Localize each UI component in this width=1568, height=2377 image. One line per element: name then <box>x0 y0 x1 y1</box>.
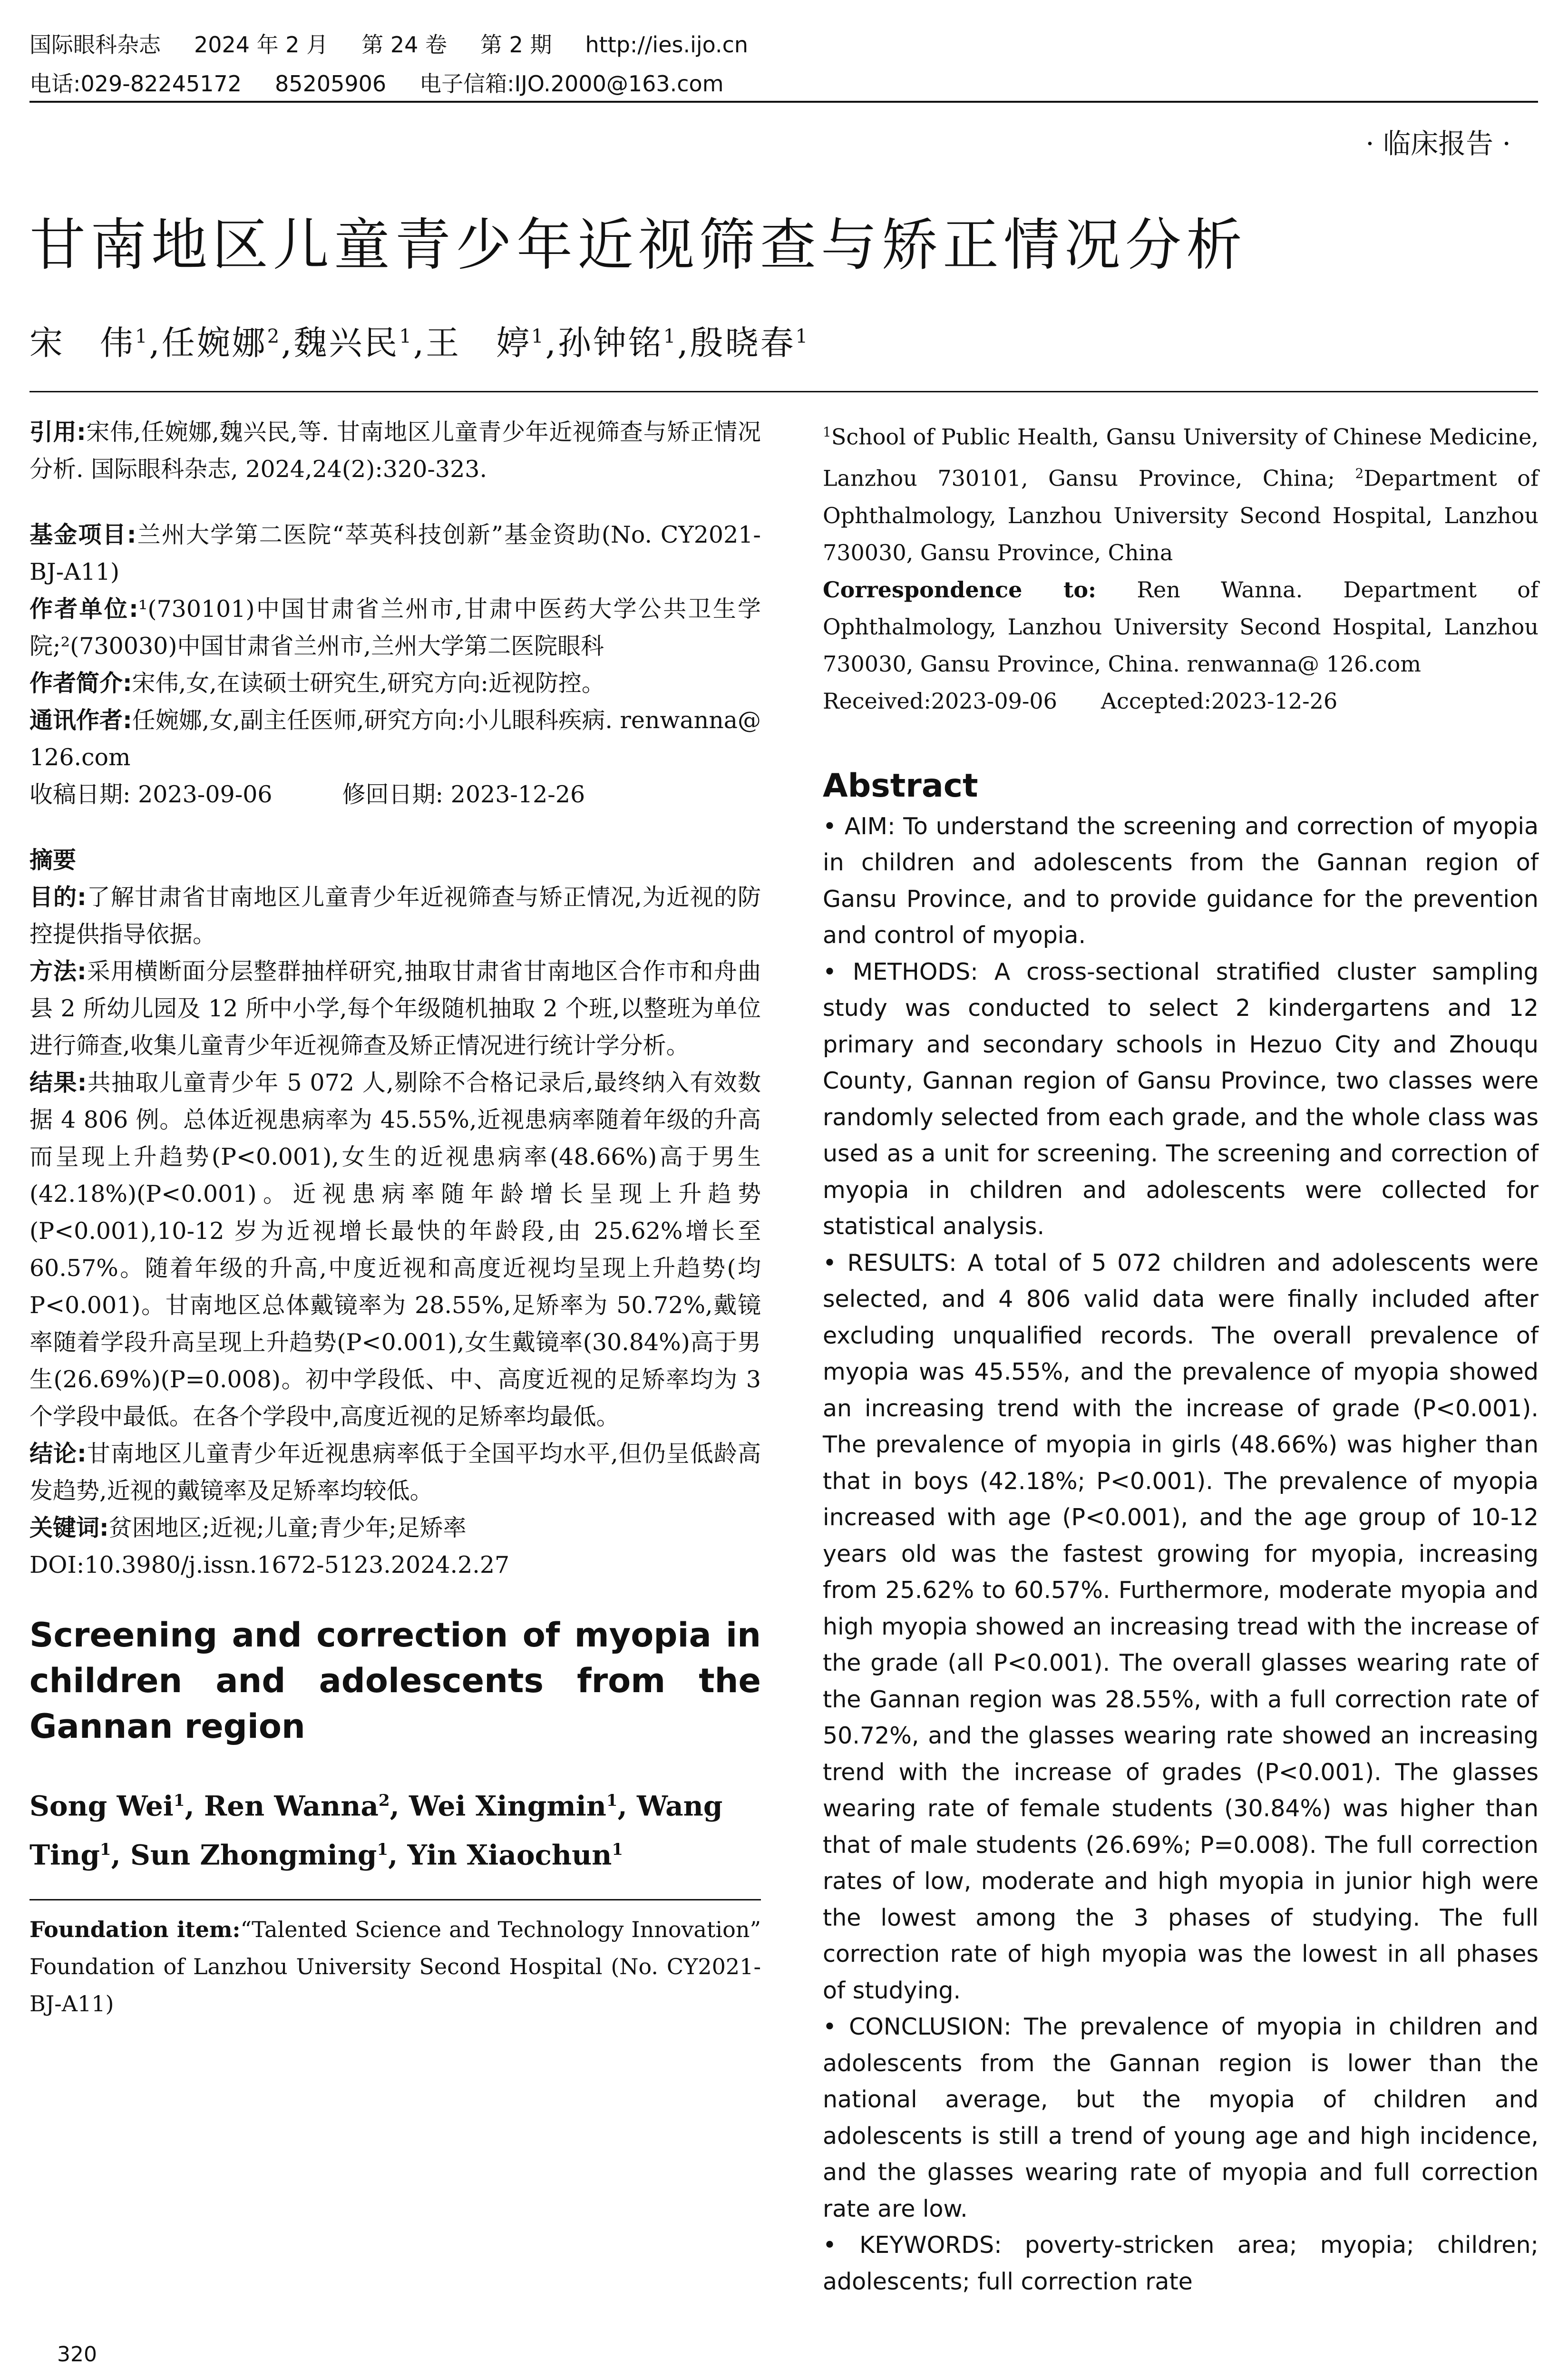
author-name-en: Ren Wanna <box>204 1790 379 1822</box>
author-name: 任婉娜 <box>161 323 267 362</box>
author-name: 王 婷 <box>426 323 532 362</box>
title-rule <box>29 391 1538 392</box>
affiliation-mark: 1 <box>173 1791 185 1810</box>
english-title: Screening and correction of myopia in children and adolescents from the Gannan region <box>29 1616 761 1746</box>
abstract-heading-cn: 摘要 <box>29 847 77 874</box>
correspondence-text: Ren Wanna. Department of Ophthalmology, Lanzhou University Second Hospital, Lanzhou 730030, Gansu Province, China. renwanna@ 126.com <box>823 576 1539 677</box>
corr-label: 通讯作者: <box>29 707 132 734</box>
unit-label: 作者单位: <box>29 595 138 623</box>
journal-website[interactable]: http://ies.ijo.cn <box>585 32 749 58</box>
author-list-en: Song Wei$^1$, Ren Wanna$^2$, Wei Xingmin$^1$, Wang Ting$^1$, Sun Zhongming$^1$, Yin Xiaochun$^1$ <box>29 1790 723 1871</box>
affiliation-2: Department of Ophthalmology, Lanzhou University Second Hospital, Lanzhou 730030, Gansu Province, China <box>823 465 1539 565</box>
correspondence-label: Correspondence to: <box>823 576 1097 603</box>
citation-block <box>29 414 761 488</box>
conclusion-text-cn: 甘南地区儿童青少年近视患病率低于全国平均水平,但仍呈低龄高发趋势,近视的戴镜率及足矫率均较低。 <box>29 1440 761 1504</box>
aim-text-en: To understand the screening and correction of myopia in children and adolescents from the Gannan region of Gansu Province, and to provide guidance for the prevention and control of myopia. <box>823 812 1539 949</box>
aim-label-cn: 目的: <box>29 884 87 911</box>
foundation-note <box>29 1911 761 2022</box>
conclusion-label-cn: 结论: <box>29 1440 87 1467</box>
aim-label-en: AIM: <box>844 812 896 840</box>
section-tag: · 临床报告 · <box>1365 127 1511 160</box>
methods-label-en: METHODS: <box>852 958 978 985</box>
author-name: 孙钟铭 <box>557 323 663 362</box>
right-column <box>823 414 1539 2300</box>
affiliation-mark: 1 <box>663 325 678 348</box>
affiliation-mark: 1 <box>531 325 545 348</box>
author-name: 宋 伟 <box>29 323 135 362</box>
received-accepted: Received:2023-09-06 Accepted:2023-12-26 <box>823 688 1338 714</box>
bio-text: 宋伟,女,在读硕士研究生,研究方向:近视防控。 <box>132 670 605 697</box>
author-name-en: Wang Ting <box>29 1790 723 1871</box>
affiliation-1: School of Public Health, Gansu University of Chinese Medicine, Lanzhou 730101, Gansu Province, China; <box>823 424 1539 491</box>
issue-date: 2024 年 2 月 <box>194 32 329 58</box>
methods-text-cn: 采用横断面分层整群抽样研究,抽取甘肃省甘南地区合作市和舟曲县 2 所幼儿园及 12 所中小学,每个年级随机抽取 2 个班,以整班为单位进行筛查,收集儿童青少年近视筛查及矫正情况进行统计学分析。 <box>29 958 761 1059</box>
citation-text: 宋伟,任婉娜,魏兴民,等. 甘南地区儿童青少年近视筛查与矫正情况分析. 国际眼科杂志, 2024,24(2):320-323. <box>29 419 761 483</box>
abstract-heading-en: Abstract <box>823 767 978 805</box>
left-column <box>29 414 761 2022</box>
dates-line: 收稿日期: 2023-09-06 修回日期: 2023-12-26 <box>29 781 585 808</box>
volume: 第 24 卷 <box>361 32 447 58</box>
affiliation-mark: 1 <box>612 1840 623 1860</box>
author-name-en: Yin Xiaochun <box>407 1839 612 1871</box>
methods-label-cn: 方法: <box>29 958 87 985</box>
author-name-en: Sun Zhongming <box>130 1839 377 1871</box>
conclusion-text-en: The prevalence of myopia in children and adolescents from the Gannan region is lower than the national average, but the myopia of children and adolescents is still a trend of young age and high incidence, and the glasses wearing rate of myopia and full correction rate are low. <box>823 2013 1539 2222</box>
results-label-cn: 结果: <box>29 1069 87 1096</box>
issue-number: 第 2 期 <box>480 32 552 58</box>
author-name: 殷晓春 <box>690 323 796 362</box>
foundation-label: Foundation item: <box>29 1916 241 1942</box>
bio-label: 作者简介: <box>29 670 132 697</box>
results-label-en: RESULTS: <box>847 1249 957 1276</box>
journal-header-line1 <box>29 28 781 59</box>
affiliation-mark: 1 <box>795 325 810 348</box>
journal-header-line2 <box>29 67 757 98</box>
affiliation-mark: 2 <box>267 325 282 348</box>
keywords-label-cn: 关键词: <box>29 1514 109 1541</box>
methods-text-en: A cross-sectional stratified cluster sampling study was conducted to select 2 kindergartens and 12 primary and secondary schools in Hezuo City and Zhouqu County, Gannan region of Gansu Province, two classes were randomly selected from each grade, and the whole class was used as a unit for screening. The screening and correction of myopia in children and adolescents were collected for statistical analysis. <box>823 958 1539 1240</box>
article-meta <box>29 516 761 813</box>
author-name: 魏兴民 <box>293 323 399 362</box>
fund-label: 基金项目: <box>29 521 136 548</box>
corr-text: 任婉娜,女,副主任医师,研究方向:小儿眼科疾病. renwanna@ 126.com <box>29 707 761 771</box>
doi-line[interactable]: DOI:10.3980/j.issn.1672-5123.2024.2.27 <box>29 1551 510 1578</box>
keywords-text-cn: 贫困地区;近视;儿童;青少年;足矫率 <box>108 1514 467 1541</box>
journal-phone: 电话:029-82245172 <box>29 71 242 97</box>
affiliation-mark: 1 <box>377 1840 389 1860</box>
results-text-en: A total of 5 072 children and adolescents were selected, and 4 806 valid data were finally included after excluding unqualified records. The overall prevalence of myopia was 45.55%, and the prevalence of myopia showed an increasing trend with the increase of grade (P<0.001). The prevalence of myopia in girls (48.66%) was higher than that in boys (42.18%; P<0.001). The prevalence of myopia increased with age (P<0.001), and the age group of 10-12 years old was the fastest growing for myopia, increasing from 25.62% to 60.57%. Furthermore, moderate myopia and high myopia showed an increasing tread with the increase of the grade (all P<0.001). The overall glasses wearing rate of the Gannan region was 28.55%, with a full correction rate of 50.72%, and the glasses wearing rate showed an increasing trend with the increase of grades (P<0.001). The glasses wearing rate of female students (30.84%) was higher than that of male students (26.69%; P=0.008). The full correction rates of low, moderate and high myopia in junior high were the lowest among the 3 phases of studying. The full correction rate of high myopia was the lowest in all phases of studying. <box>823 1249 1539 2004</box>
article-title: 甘南地区儿童青少年近视筛查与矫正情况分析 <box>29 212 1247 278</box>
affiliation-mark: 2 <box>378 1791 390 1810</box>
journal-name: 国际眼科杂志 <box>29 32 161 58</box>
keywords-text-en: poverty-stricken area; myopia; children; adolescents; full correction rate <box>823 2231 1539 2295</box>
abstract-cn <box>29 842 761 1584</box>
affiliation-mark: 1 <box>606 1791 618 1810</box>
affiliation-mark: 1 <box>99 1840 111 1860</box>
affiliations-en: $^1$School of Public Health, Gansu University of Chinese Medicine, Lanzhou 730101, Gansu Province, China; $^2$Department of Ophthalmology, Lanzhou University Second Hospital, Lanzhou 730030, Gansu Province, China Correspondence to: Ren Wanna. Department of Ophthalmology, Lanzhou University Second Hospital, Lanzhou 730030, Gansu Province, China. renwanna@ 126.com Received:2023-09-06 Accepted:2023-12-26 <box>823 414 1539 720</box>
journal-email[interactable]: 电子信箱:IJO.2000@163.com <box>419 71 724 97</box>
header-rule <box>29 101 1538 103</box>
author-name-en: Wei Xingmin <box>409 1790 606 1822</box>
affiliation-mark: 1 <box>135 325 149 348</box>
abstract-en: • AIM: To understand the screening and correction of myopia in children and adolescents from the Gannan region of Gansu Province, and to provide guidance for the prevention and control of myopia. • METHODS: A cross-sectional stratified cluster sampling study was conducted to select 2 kindergartens and 12 primary and secondary schools in Hezuo City and Zhouqu County, Gannan region of Gansu Province, two classes were randomly selected from each grade, and the whole class was used as a unit for screening. The screening and correction of myopia in children and adolescents were collected for statistical analysis. • RESULTS: A total of 5 072 children and adolescents were selected, and 4 806 valid data were finally included after excluding unqualified records. The overall prevalence of myopia was 45.55%, and the prevalence of myopia showed an increasing trend with the increase of grade (P<0.001). The prevalence of myopia in girls (48.66%) was higher than that in boys (42.18%; P<0.001). The prevalence of myopia increased with age (P<0.001), and the age group of 10-12 years old was the fastest growing for myopia, increasing from 25.62% to 60.57%. Furthermore, moderate myopia and high myopia showed an increasing tread with the increase of the grade (all P<0.001). The overall glasses wearing rate of the Gannan region was 28.55%, with a full correction rate of 50.72%, and the glasses wearing rate showed an increasing trend with the increase of grades (P<0.001). The glasses wearing rate of female students (30.84%) was higher than that of male students (26.69%; P=0.008). The full correction rates of low, moderate and high myopia in junior high were the lowest among the 3 phases of studying. The full correction rate of high myopia was the lowest in all phases of studying. • CONCLUSION: The prevalence of myopia in children and adolescents from the Gannan region is lower than the national average, but the myopia of children and adolescents is still a trend of young age and high incidence, and the glasses wearing rate of myopia and full correction rate are low. • KEYWORDS: poverty-stricken area; myopia; children; adolescents; full correction rate <box>823 812 1539 2295</box>
foundation-text: “Talented Science and Technology Innovation” Foundation of Lanzhou University Second Hospital (No. CY2021-BJ-A11) <box>29 1916 761 2017</box>
author-name-en: Song Wei <box>29 1790 174 1822</box>
fund-text: 兰州大学第二医院“萃英科技创新”基金资助(No. CY2021-BJ-A11) <box>29 521 761 585</box>
journal-phone2: 85205906 <box>275 71 387 97</box>
citation-label: 引用: <box>29 419 86 446</box>
results-text-cn: 共抽取儿童青少年 5 072 人,剔除不合格记录后,最终纳入有效数据 4 806 例。总体近视患病率为 45.55%,近视患病率随着年级的升高而呈现上升趋势(P<0.001),女生的近视患病率(48.66%)高于男生(42.18%)(P<0.001)。近视患病率随年龄增长呈现上升趋势(P<0.001),10-12 岁为近视增长最快的年龄段,由 25.62%增长至 60.57%。随着年级的升高,中度近视和高度近视均呈现上升趋势(均 P<0.001)。甘南地区总体戴镜率为 28.55%,足矫率为 50.72%,戴镜率随着学段升高呈现上升趋势(P<0.001),女生戴镜率(30.84%)高于男生(26.69%)(P=0.008)。初中学段低、中、高度近视的足矫率均为 3 个学段中最低。在各个学段中,高度近视的足矫率均最低。 <box>29 1069 761 1430</box>
conclusion-label-en: CONCLUSION: <box>849 2013 1012 2041</box>
affiliation-mark: 1 <box>399 325 413 348</box>
foundation-rule <box>29 1899 761 1900</box>
author-list-cn: 宋 伟$^1$,任婉娜$^2$,魏兴民$^1$,王 婷$^1$,孙钟铭$^1$,殷晓春$^1$ <box>29 323 810 362</box>
unit-text: ¹(730101)中国甘肃省兰州市,甘肃中医药大学公共卫生学院;²(730030)中国甘肃省兰州市,兰州大学第二医院眼科 <box>29 595 761 660</box>
aim-text-cn: 了解甘肃省甘南地区儿童青少年近视筛查与矫正情况,为近视的防控提供指导依据。 <box>29 884 761 948</box>
keywords-label-en: KEYWORDS: <box>859 2231 1002 2259</box>
page-number: 320 <box>57 2342 97 2367</box>
